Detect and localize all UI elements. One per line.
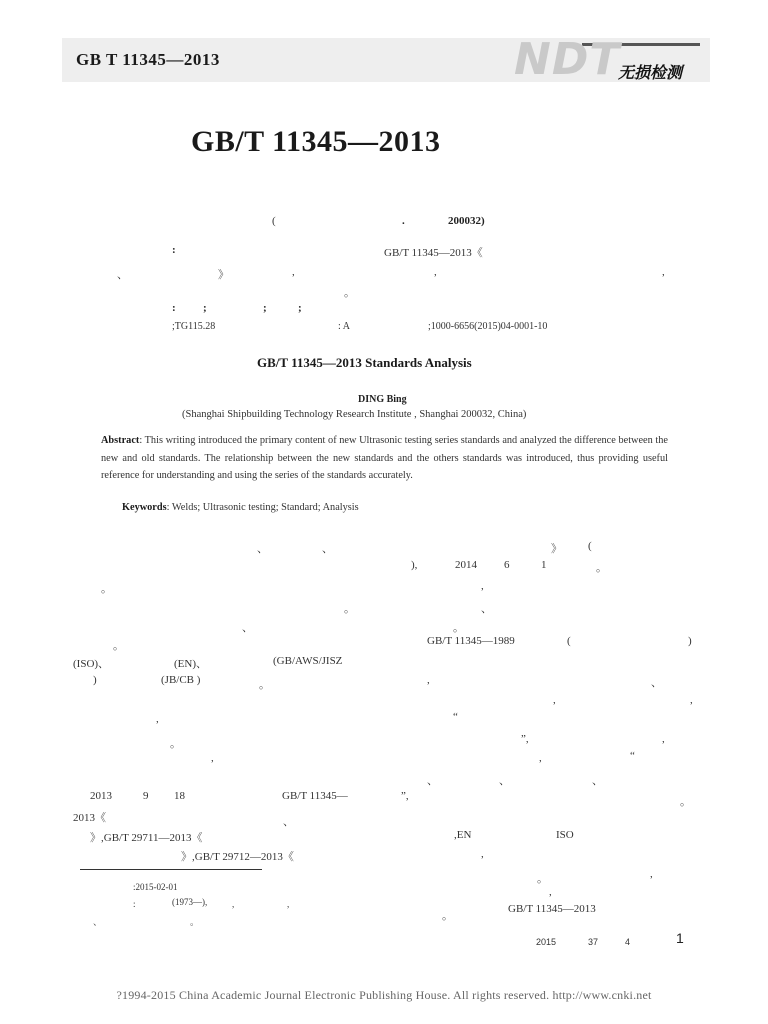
- author-name: DING Bing: [358, 394, 407, 405]
- author-birth-year: (1973—),: [172, 897, 208, 907]
- body-fragment: 1: [541, 559, 547, 571]
- byline-dot: .: [402, 215, 405, 227]
- body-fragment: 、: [481, 603, 492, 615]
- body-fragment: 、: [322, 543, 333, 555]
- body-fragment: 9: [143, 790, 149, 802]
- body-fragment: 。: [113, 640, 124, 652]
- page-number: 1: [676, 930, 684, 946]
- document-code: : A: [338, 321, 350, 332]
- standard-reference: GB/T 11345—1989: [427, 635, 515, 647]
- body-fragment: ,: [211, 752, 214, 764]
- body-fragment: ,: [650, 868, 653, 880]
- body-fragment: ,EN: [454, 829, 472, 841]
- body-fragment: (GB/AWS/JISZ: [273, 655, 343, 667]
- journal-year: 2015: [536, 937, 557, 947]
- body-fragment: ,: [156, 713, 159, 725]
- standard-reference: 》,GB/T 29711—2013《: [90, 832, 203, 844]
- copyright-footer: ?1994-2015 China Academic Journal Electronic Publishing House. All rights reserved. http://www.cnki.net: [116, 988, 652, 1002]
- author-affiliation: (Shanghai Shipbuilding Technology Research Institute , Shanghai 200032, China): [182, 409, 527, 420]
- footnote-fragment: :: [133, 899, 136, 909]
- keywords-text: : Welds; Ultrasonic testing; Standard; Analysis: [166, 502, 359, 513]
- footnote-fragment: ,: [287, 899, 290, 909]
- body-fragment: 。: [453, 622, 464, 634]
- body-fragment: 、: [651, 677, 662, 689]
- body-fragment: (JB/CB ): [161, 674, 201, 686]
- body-fragment: 。: [170, 738, 181, 750]
- english-keywords: [122, 502, 359, 513]
- body-fragment: ,: [539, 752, 542, 764]
- body-fragment: ”,: [521, 733, 529, 745]
- abstract-cn-frag: ,: [662, 266, 665, 278]
- byline-postcode: 200032): [448, 215, 485, 227]
- body-fragment: (EN)、: [174, 658, 207, 670]
- body-fragment: “: [453, 711, 458, 723]
- body-fragment: 2013《: [73, 812, 106, 824]
- received-date: :2015-02-01: [133, 882, 178, 892]
- abstract-cn-frag: ,: [292, 266, 295, 278]
- body-fragment: ): [688, 635, 692, 647]
- keywords-cn-sep: :: [172, 302, 176, 314]
- footnote-rule: [80, 869, 262, 870]
- body-fragment: 。: [259, 679, 270, 691]
- clc-number: ;TG115.28: [172, 321, 216, 332]
- abstract-cn-end: 。: [344, 287, 355, 299]
- body-fragment: 、: [427, 775, 438, 787]
- abstract-cn-frag: 、: [117, 269, 128, 281]
- body-fragment: 。: [344, 603, 355, 615]
- body-fragment: ,: [690, 694, 693, 706]
- body-fragment: ISO: [556, 829, 574, 841]
- body-fragment: “: [630, 750, 635, 762]
- journal-issue: 4: [625, 937, 631, 947]
- byline-paren: (: [272, 215, 276, 227]
- footnote-fragment: 、: [93, 917, 103, 927]
- body-fragment: 2013: [90, 790, 112, 802]
- body-fragment: ”,: [401, 790, 409, 802]
- body-fragment: ,: [553, 694, 556, 706]
- body-fragment: ),: [411, 559, 418, 571]
- body-fragment: 、: [242, 622, 253, 634]
- body-fragment: 、: [257, 543, 268, 555]
- body-fragment: 。: [596, 562, 607, 574]
- standard-reference: GB/T 11345—2013: [508, 903, 596, 915]
- abstract-text: : This writing introduced the primary content of new Ultrasonic testing series standards and analyzed the difference between the new and old standards. The relationship between the new standards and the others standards was introduced, thus providing useful reference for understanding and using the series of the standards accurately.: [101, 435, 668, 481]
- keywords-label: Keywords: [122, 502, 167, 513]
- standard-code: GB T 11345—2013: [76, 50, 220, 69]
- body-fragment: 、: [283, 816, 294, 828]
- english-title: GB/T 11345—2013 Standards Analysis: [257, 355, 472, 370]
- abstract-label: Abstract: [101, 435, 140, 446]
- keywords-cn-sep: ;: [263, 302, 267, 314]
- body-fragment: 。: [101, 583, 112, 595]
- body-fragment: (: [567, 635, 571, 647]
- body-fragment: 、: [592, 775, 603, 787]
- body-fragment: 、: [499, 775, 510, 787]
- body-fragment: ,: [662, 733, 665, 745]
- body-fragment: 》: [551, 543, 562, 555]
- body-fragment: 6: [504, 559, 510, 571]
- abstract-cn-frag: 》: [218, 269, 229, 281]
- header-band: [62, 34, 710, 85]
- body-fragment: 。: [680, 796, 691, 808]
- keywords-cn-sep: ;: [203, 302, 207, 314]
- body-fragment: ): [93, 674, 97, 686]
- body-fragment: ,: [481, 580, 484, 592]
- english-abstract: [101, 432, 668, 485]
- standard-reference: GB/T 11345—: [282, 790, 348, 802]
- article-number: ;1000-6656(2015)04-0001-10: [428, 321, 548, 332]
- body-fragment: ,: [549, 886, 552, 898]
- body-fragment: 18: [174, 790, 185, 802]
- body-fragment: ,: [481, 848, 484, 860]
- abstract-cn-frag: ,: [434, 266, 437, 278]
- body-fragment: 。: [537, 873, 548, 885]
- footnote-fragment: 。: [190, 917, 200, 927]
- journal-volume: 37: [588, 937, 599, 947]
- keywords-cn-sep: ;: [298, 302, 302, 314]
- footnote-fragment: ,: [232, 899, 235, 909]
- body-fragment: ,: [427, 674, 430, 686]
- journal-logo: NDT: [514, 34, 621, 85]
- body-fragment: 。: [442, 910, 453, 922]
- body-fragment: (: [588, 540, 592, 552]
- abstract-cn-std-ref: GB/T 11345—2013《: [384, 247, 483, 259]
- standard-reference: 》,GB/T 29712—2013《: [181, 851, 294, 863]
- journal-logo-cn: 无损检测: [618, 63, 683, 82]
- body-fragment: (ISO)、: [73, 658, 110, 670]
- body-fragment: 2014: [455, 559, 477, 571]
- abstract-cn-colon: :: [172, 244, 176, 256]
- paper-title: GB/T 11345—2013: [191, 125, 441, 158]
